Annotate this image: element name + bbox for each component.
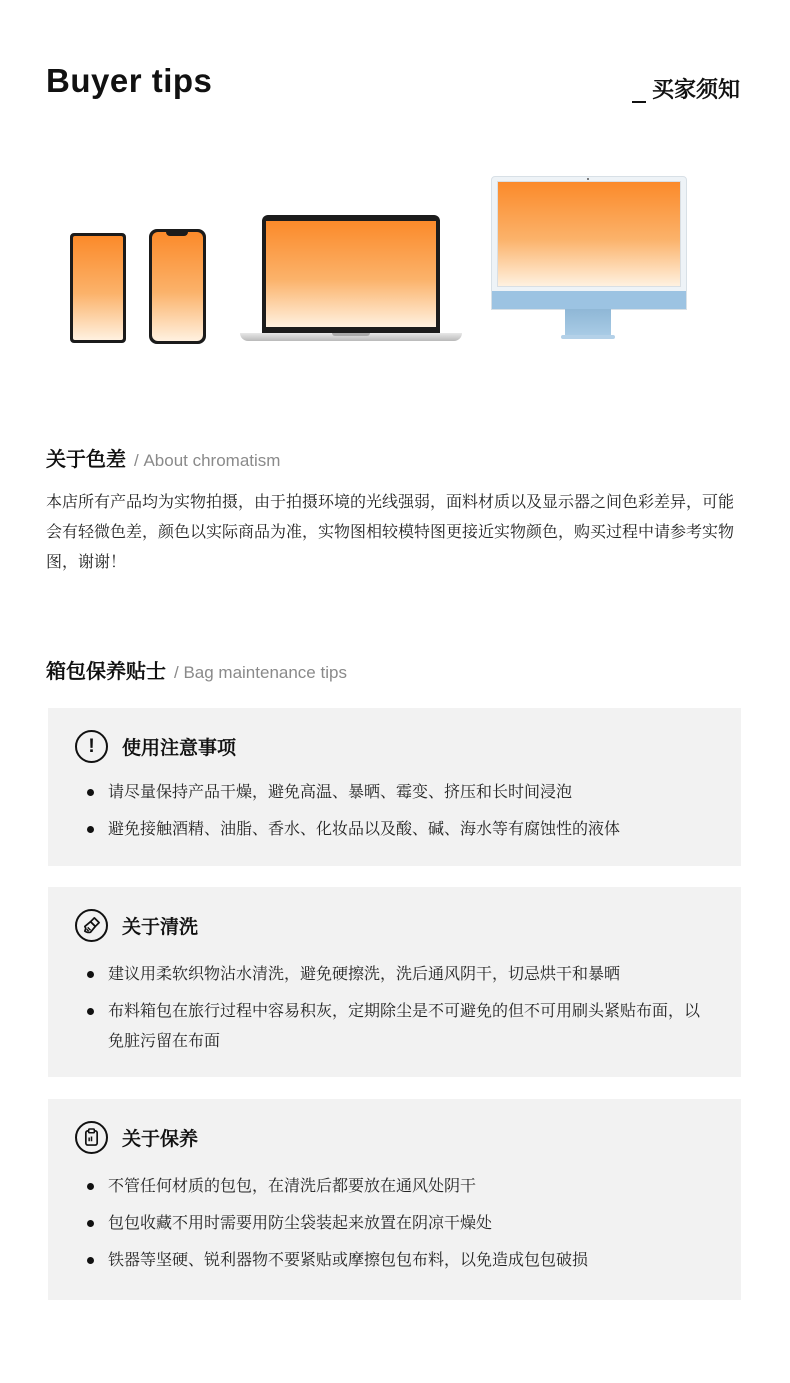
phone-screen [73,236,123,340]
clipboard-icon [75,1121,108,1154]
list-item: 建议用柔软织物沾水清洗，避免硬擦洗，洗后通风阴干，切忌烘干和暴晒 [87,959,707,989]
card-title [75,1121,198,1154]
card-title-text: 关于保养 [122,1128,199,1150]
list-item: 不管任何材质的包包，在清洗后都要放在通风处阴干 [87,1171,707,1201]
list-item: 包包收藏不用时需要用防尘袋装起来放置在阴凉干燥处 [87,1208,707,1238]
brush-icon-svg [82,916,101,935]
desktop-stand [565,309,611,335]
title-cn [632,73,740,104]
title-dash [632,101,646,103]
title-cn-text: 买家须知 [651,78,740,103]
chromatism-text: 本店所有产品均为实物拍摄，由于拍摄环境的光线强弱，面料材质以及显示器之间色彩差异，可能会有轻微色差，颜色以实际商品为准，实物图相较模特图更接近实物颜色，购买过程中请参考实物图，谢谢！ [46,492,735,571]
card-title-text: 使用注意事项 [122,737,237,759]
card-list [87,777,707,851]
card-list [87,1171,707,1282]
cleaning-card [48,887,741,1077]
desktop-device [491,176,687,310]
usage-notes-card [48,708,741,866]
brush-icon [75,909,108,942]
maintenance-heading [46,655,347,684]
desktop-screen [497,181,681,287]
maintenance-title: 箱包保养贴士 [46,659,166,683]
desktop-camera [587,178,589,180]
card-title [75,909,198,942]
maintenance-subtitle: / Bag maintenance tips [174,663,347,682]
desktop-foot [561,335,615,339]
phone-notch [166,231,188,236]
clipboard-icon-svg [83,1128,100,1147]
device-illustration [0,170,790,360]
laptop-screen [266,221,436,327]
phone-notch-device [149,229,206,344]
phone-notch-screen [152,232,203,341]
list-item: 请尽量保持产品干燥，避免高温、暴晒、霉变、挤压和长时间浸泡 [87,777,707,807]
card-title [75,730,236,763]
chromatism-title: 关于色差 [46,447,126,471]
phone-device [70,233,126,343]
care-card [48,1099,741,1300]
title-en: Buyer tips [46,62,213,99]
desktop-chin [492,291,686,309]
list-item: 铁器等坚硬、锐利器物不要紧贴或摩擦包包布料，以免造成包包破损 [87,1245,707,1275]
exclamation-icon: ! [75,730,108,763]
card-list [87,959,707,1063]
laptop-lip [332,333,370,336]
chromatism-subtitle: / About chromatism [134,451,281,470]
card-title-text: 关于清洗 [122,916,199,938]
laptop-base [240,333,462,341]
list-item: 布料箱包在旅行过程中容易积灰，定期除尘是不可避免的但不可用刷头紧贴布面，以免脏污留在布面 [87,996,707,1056]
laptop-device [262,215,440,333]
list-item: 避免接触酒精、油脂、香水、化妆品以及酸、碱、海水等有腐蚀性的液体 [87,814,707,844]
chromatism-heading [46,443,280,472]
